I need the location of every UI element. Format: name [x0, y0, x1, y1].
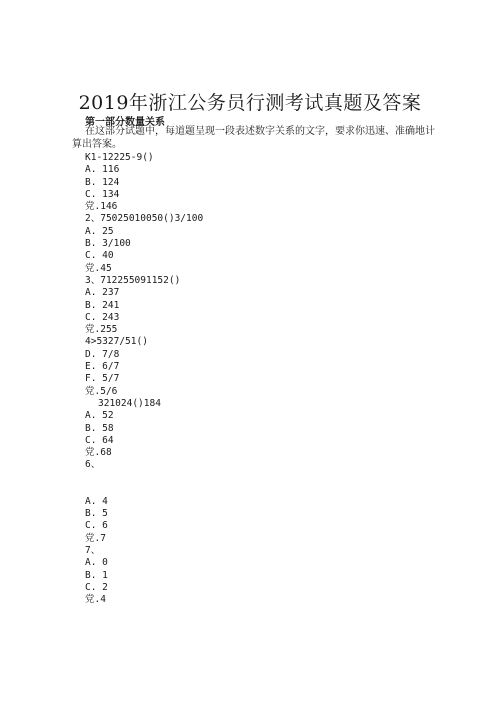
option-line: 党.5/6: [85, 385, 118, 397]
option-line: 党.146: [85, 201, 118, 213]
option-line: F. 5/7: [85, 373, 120, 385]
document-title: 2019年浙江公务员行测考试真题及答案: [78, 92, 422, 114]
question-2: 2、75025010050()3/100: [85, 213, 204, 225]
option-line: C. 6: [85, 520, 108, 532]
question-6: 6、: [85, 459, 101, 471]
option-line: C. 40: [85, 250, 114, 262]
question-6-figure-space: [85, 472, 203, 496]
option-line: B. 3/100: [85, 238, 131, 250]
question-list: [85, 152, 203, 606]
question-3: 3、712255091152(): [85, 274, 181, 286]
option-line: 党.68: [85, 447, 112, 459]
option-line: C. 64: [85, 434, 114, 446]
option-line: 党.45: [85, 262, 112, 274]
option-line: B. 241: [85, 299, 120, 311]
question-5: 321024()184: [98, 397, 161, 409]
option-line: D. 7/8: [85, 348, 120, 360]
option-line: A. 25: [85, 225, 114, 237]
option-line: A. 0: [85, 557, 108, 569]
question-1: K1-12225-9(): [85, 152, 154, 163]
option-line: 党.255: [85, 324, 118, 336]
option-line: C. 134: [85, 188, 120, 200]
option-line: B. 5: [85, 508, 108, 520]
option-line: B. 58: [85, 422, 114, 434]
option-line: B. 1: [85, 569, 108, 581]
option-line: 党.4: [85, 594, 106, 606]
option-line: C. 2: [85, 581, 108, 593]
section-intro: 在这部分试题中，每道题呈现一段表述数字关系的文字，要求你迅速、准确地计算出答案。: [72, 126, 435, 150]
option-line: E. 6/7: [85, 361, 120, 373]
option-line: B. 124: [85, 176, 120, 188]
question-4: 4>5327/51(): [85, 336, 148, 348]
option-line: A. 116: [85, 164, 120, 176]
question-7: 7、: [85, 544, 101, 556]
option-line: 党.7: [85, 532, 106, 544]
option-line: A. 4: [85, 495, 108, 507]
option-line: A. 52: [85, 410, 114, 422]
section-heading: 第一部分数量关系: [85, 117, 165, 128]
option-line: A. 237: [85, 287, 120, 299]
option-line: C. 243: [85, 311, 120, 323]
